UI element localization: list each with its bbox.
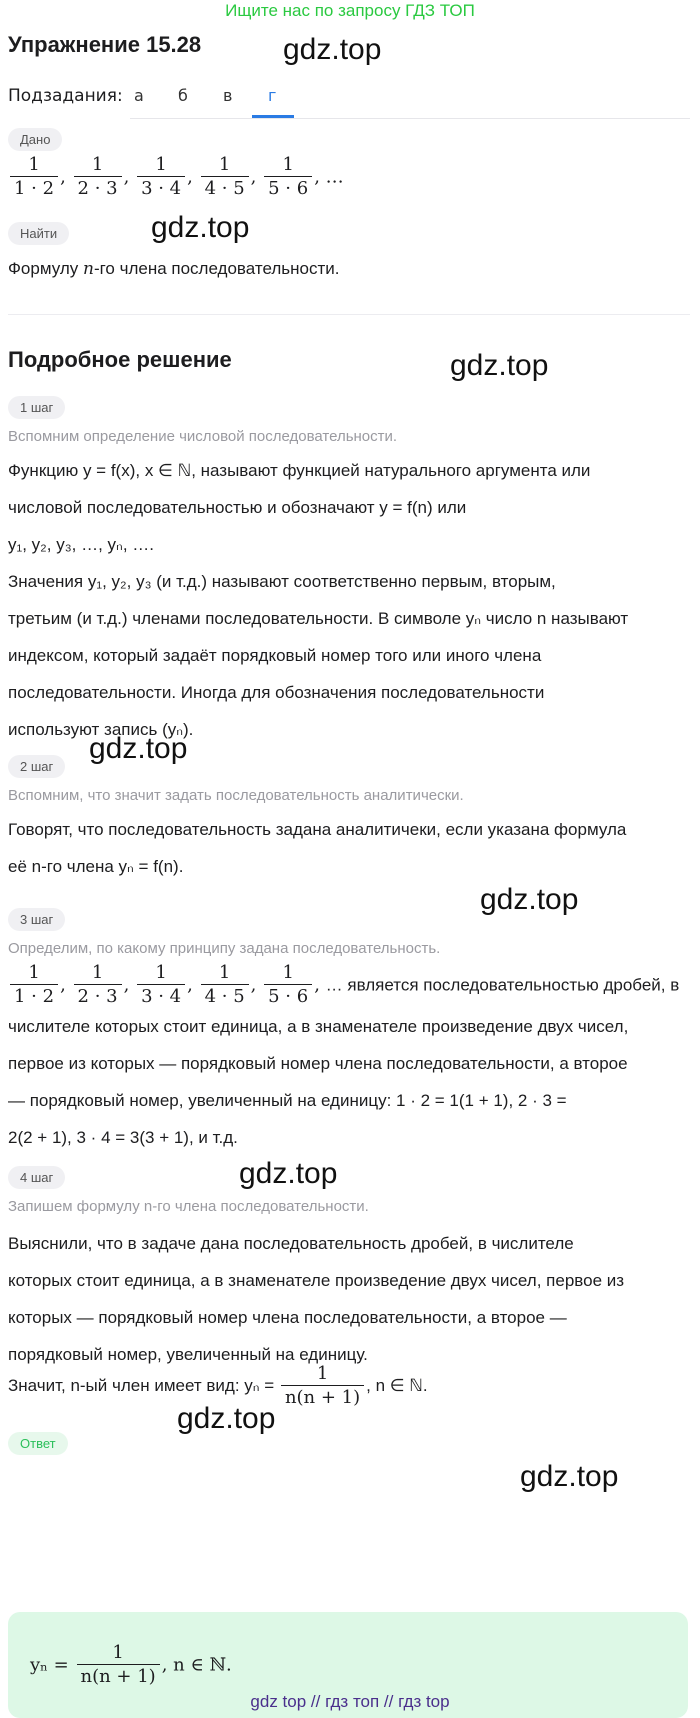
step-1-body [8, 452, 690, 748]
text-line: 2(2 + 1), 3 · 4 = 3(3 + 1), и т.д. [8, 1128, 238, 1147]
fraction: $\frac{1}{1 \cdot 2}$ [10, 962, 58, 1009]
step-badge: 1 шаг [8, 396, 65, 419]
step-4-body [8, 1225, 690, 1373]
watermark: gdz.top [239, 1157, 338, 1190]
tab-a[interactable]: а [134, 86, 144, 105]
footer-links[interactable]: gdz top // гдз топ // гдз top [250, 1692, 450, 1711]
answer-formula: yₙ = $\frac{1}{n(n + 1)}$ , n ∈ ℕ. [30, 1642, 232, 1687]
step-2-body [8, 811, 690, 885]
text-line: её n-го члена yₙ = f(n). [8, 857, 184, 876]
text-line: числовой последовательностью и обозначают y = f(n) или [8, 498, 467, 517]
fraction: $\frac{1}{4 \cdot 5}$ [201, 962, 249, 1009]
text-line: Говорят, что последовательность задана аналитичеки, если указана формула [8, 820, 627, 839]
divider [8, 314, 690, 315]
top-banner: Ищите нас по запросу ГДЗ ТОП [225, 1, 475, 20]
text-line: Функцию y = f(x), x ∈ ℕ, называют функцией натурального аргумента или [8, 461, 591, 480]
given-sequence: $\frac{1}{1 \cdot 2}$ , $\frac{1}{2 \cdot 3}$ , $\frac{1}{3 \cdot 4}$ , $\frac{1}{4 \cdot 5}$ , $\frac{1}{5 \cdot 6}$ , … [8, 154, 344, 201]
text-line: числителе которых стоит единица, а в знаменателе произведение двух чисел, [8, 1017, 629, 1036]
step-badge: 3 шаг [8, 908, 65, 931]
fraction: $\frac{1}{2 \cdot 3}$ [74, 962, 122, 1009]
step-hint: Вспомним определение числовой последовательности. [8, 428, 398, 445]
text-line: порядковый номер, увеличенный на единицу. [8, 1345, 368, 1364]
watermark: gdz.top [89, 732, 188, 765]
answer-badge: Ответ [8, 1432, 68, 1455]
text-line: которых стоит единица, а в знаменателе произведение двух чисел, первое из [8, 1271, 625, 1290]
fraction: $\frac{1}{5 \cdot 6}$ [264, 962, 312, 1009]
tab-g[interactable]: г [268, 86, 277, 105]
text-line: последовательности. Иногда для обозначения последовательности [8, 683, 545, 702]
fraction: $\frac{1}{5 \cdot 6}$ [264, 154, 312, 201]
text-line: Выяснили, что в задаче дана последовательность дробей, в числителе [8, 1234, 574, 1253]
tab-v[interactable]: в [223, 86, 233, 105]
watermark: gdz.top [177, 1402, 276, 1435]
text-line: первое из которых — порядковый номер члена последовательности, а второе [8, 1054, 628, 1073]
active-tab-indicator [252, 115, 294, 118]
step-hint: Вспомним, что значит задать последовательность аналитически. [8, 787, 464, 804]
step-hint: Запишем формулу n-го члена последовательности. [8, 1198, 369, 1215]
text-line: индексом, который задаёт порядковый номер того или иного члена [8, 646, 542, 665]
watermark: gdz.top [520, 1460, 619, 1493]
answer-fraction: $\frac{1}{n(n + 1)}$ [77, 1642, 160, 1689]
solution-heading: Подробное решение [8, 347, 232, 372]
text-line: используют запись (yₙ). [8, 720, 194, 739]
step-3-sequence: $\frac{1}{1 \cdot 2}$ , $\frac{1}{2 \cdot 3}$ , $\frac{1}{3 \cdot 4}$ , $\frac{1}{4 \cdot 5}$ , $\frac{1}{5 \cdot 6}$ , … является последовательностью дробей, в [8, 962, 690, 1009]
step-badge: 2 шаг [8, 755, 65, 778]
step-hint: Определим, по какому принципу задана последовательность. [8, 940, 441, 957]
step-3-body [8, 1008, 690, 1156]
given-badge: Дано [8, 128, 62, 151]
formula-fraction: $\frac{1}{n(n + 1)}$ [281, 1363, 364, 1410]
watermark: gdz.top [283, 33, 382, 66]
subtasks-label: Подзадания: [8, 86, 123, 106]
subtask-tabs [130, 86, 690, 119]
page-title: Упражнение 15.28 [8, 32, 202, 57]
text-line: третьим (и т.д.) членами последовательности. В символе yₙ число n называют [8, 609, 629, 628]
find-text: Формулу n-го члена последовательности. [8, 259, 340, 279]
text-line: которых — порядковый номер члена последовательности, а второе — [8, 1308, 567, 1327]
fraction: $\frac{1}{3 \cdot 4}$ [137, 962, 185, 1009]
text-line: Значения y₁, y₂, y₃ (и т.д.) называют соответственно первым, вторым, [8, 572, 556, 591]
watermark: gdz.top [480, 883, 579, 916]
find-badge: Найти [8, 222, 69, 245]
text-line: y₁, y₂, y₃, …, yₙ, …. [8, 535, 154, 554]
watermark: gdz.top [450, 349, 549, 382]
fraction: $\frac{1}{3 \cdot 4}$ [137, 154, 185, 201]
tab-b[interactable]: б [178, 86, 188, 105]
fraction: $\frac{1}{2 \cdot 3}$ [74, 154, 122, 201]
step-badge: 4 шаг [8, 1166, 65, 1189]
step-4-conclusion: Значит, n-ый член имеет вид: yₙ = $\frac{1}{n(n + 1)}$ , n ∈ ℕ. [8, 1363, 428, 1409]
text-line: — порядковый номер, увеличенный на единицу: 1 · 2 = 1(1 + 1), 2 · 3 = [8, 1091, 567, 1110]
fraction: $\frac{1}{1 \cdot 2}$ [10, 154, 58, 201]
watermark: gdz.top [151, 211, 250, 244]
fraction: $\frac{1}{4 \cdot 5}$ [201, 154, 249, 201]
